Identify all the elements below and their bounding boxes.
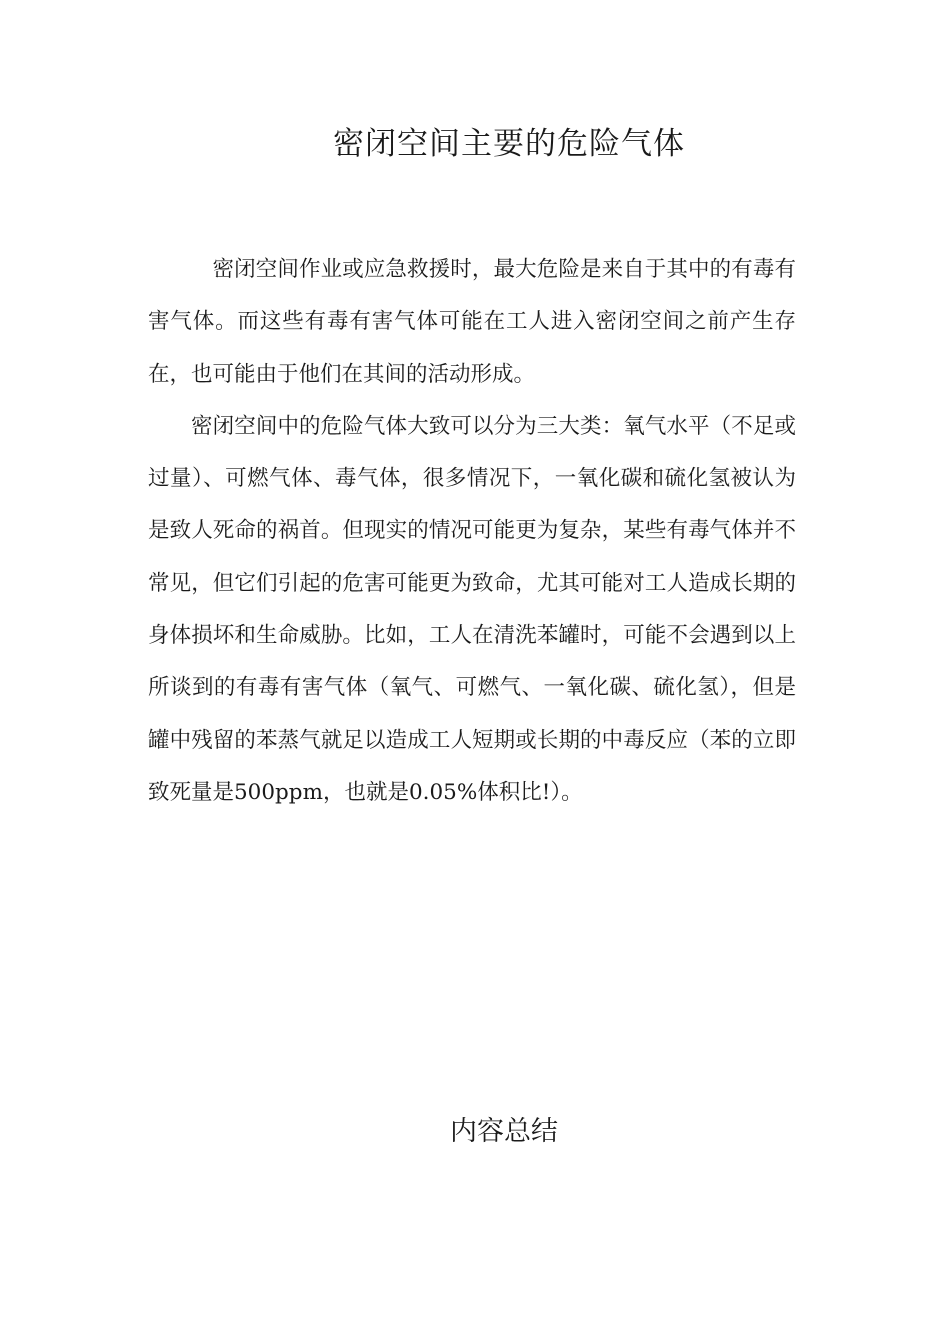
document-body — [148, 244, 796, 819]
paragraph-intro: 密闭空间作业或应急救援时，最大危险是来自于其中的有毒有害气体。而这些有毒有害气体可能在工人进入密闭空间之前产生存在，也可能由于他们在其间的活动形成。 — [148, 257, 796, 387]
page-title: 密闭空间主要的危险气体 — [333, 126, 685, 162]
paragraph-gas-categories: 密闭空间中的危险气体大致可以分为三大类：氧气水平（不足或过量）、可燃气体、毒气体，很多情况下，一氧化碳和硫化氢被认为是致人死命的祸首。但现实的情况可能更为复杂，某些有毒气体并不常见，但它们引起的危害可能更为致命，尤其可能对工人造成长期的身体损坏和生命威胁。比如，工人在清洗苯罐时，可能不会遇到以上所谈到的有毒有害气体（氧气、可燃气、一氧化碳、硫化氢），但是罐中残留的苯蒸气就足以造成工人短期或长期的中毒反应（苯的立即致死量是500ppm，也就是0.05%体积比!）。 — [148, 413, 796, 805]
summary-heading: 内容总结 — [450, 1116, 558, 1147]
